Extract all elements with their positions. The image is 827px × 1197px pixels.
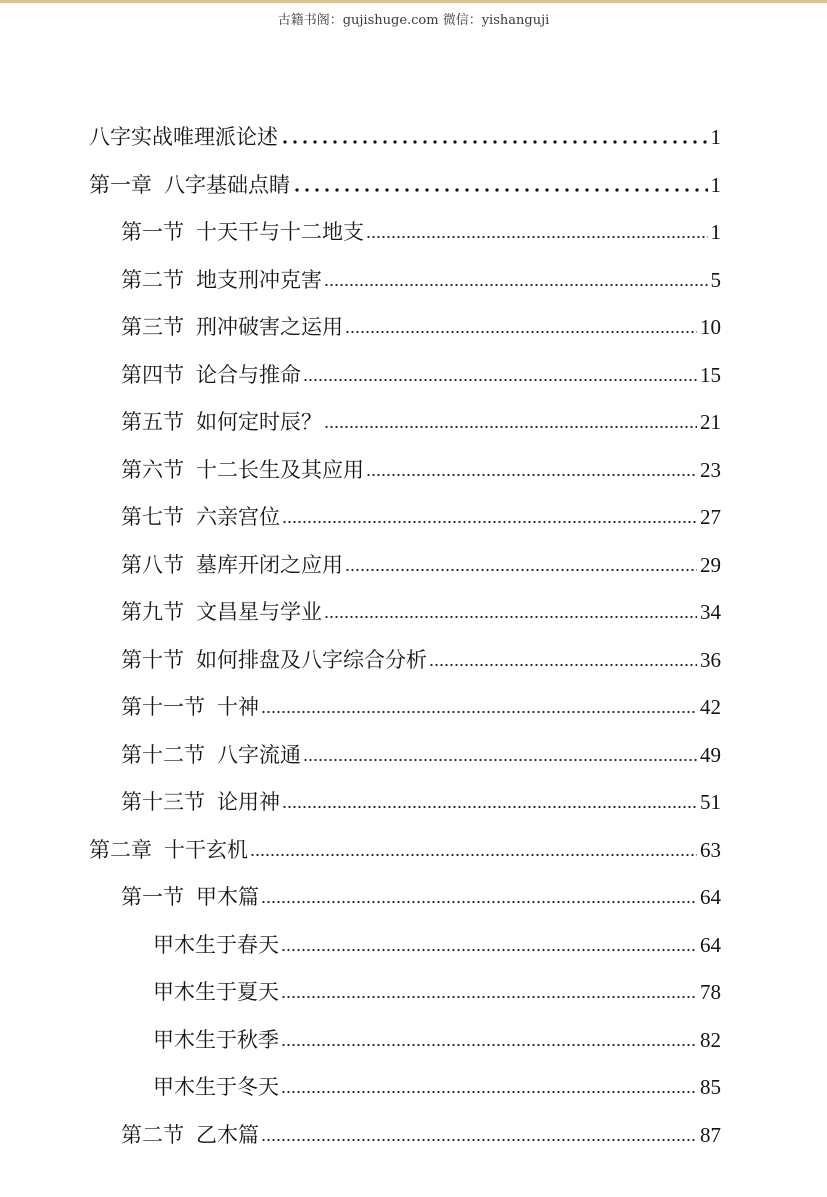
toc-entry-page-number: 51 <box>700 790 721 814</box>
toc-entry-title: 如何定时辰？ <box>196 410 322 434</box>
toc-entry-title: 刑冲破害之运用 <box>196 315 343 339</box>
toc-entry-number: 第四节 <box>121 363 184 387</box>
dot-leader <box>324 614 697 620</box>
toc-entry-page-number: 1 <box>710 125 721 149</box>
toc-entry-title: 十神 <box>217 695 259 719</box>
toc-entry-title: 八字实战唯理派论述 <box>89 125 278 149</box>
toc-entry-number: 第一章 <box>89 173 152 197</box>
toc-entry-page-number: 27 <box>700 505 721 529</box>
toc-entry-number: 第八节 <box>121 553 184 577</box>
toc-entry-title: 文昌星与学业 <box>196 600 322 624</box>
toc-entry-number: 第一节 <box>121 220 184 244</box>
toc-entry-title: 甲木生于冬天 <box>153 1075 279 1099</box>
toc-entry-page-number: 49 <box>700 743 721 767</box>
dot-leader <box>282 519 697 525</box>
dot-leader <box>250 852 697 858</box>
toc-entry-page-number: 15 <box>700 363 721 387</box>
toc-entry-page-number: 23 <box>700 458 721 482</box>
toc-entry-number: 第九节 <box>121 600 184 624</box>
toc-entry-page-number: 21 <box>700 410 721 434</box>
toc-entry[interactable] <box>121 787 721 817</box>
dot-leader <box>282 804 697 810</box>
toc-entry-page-number: 5 <box>710 268 721 292</box>
toc-entry-title: 十天干与十二地支 <box>196 220 364 244</box>
dot-leader <box>281 994 697 1000</box>
dot-leader <box>261 709 697 715</box>
toc-entry-title: 墓库开闭之应用 <box>196 553 343 577</box>
dot-leader <box>281 947 697 953</box>
toc-entry[interactable] <box>121 312 721 342</box>
toc-entry[interactable] <box>121 360 721 390</box>
toc-entry[interactable] <box>121 692 721 722</box>
toc-entry[interactable] <box>121 455 721 485</box>
dot-leader <box>366 472 697 478</box>
toc-entry-number: 第一节 <box>121 885 184 909</box>
toc-entry[interactable] <box>89 835 721 865</box>
toc-entry[interactable] <box>121 645 721 675</box>
toc-entry-number: 第二节 <box>121 1123 184 1147</box>
toc-entry-page-number: 36 <box>700 648 721 672</box>
toc-entry[interactable] <box>121 1120 721 1150</box>
toc-entry-number: 第二节 <box>121 268 184 292</box>
toc-entry[interactable] <box>89 170 721 200</box>
toc-entry-page-number: 42 <box>700 695 721 719</box>
toc-entry-title: 论合与推命 <box>196 363 301 387</box>
toc-entry[interactable] <box>153 977 721 1007</box>
toc-entry-page-number: 63 <box>700 838 721 862</box>
toc-entry[interactable] <box>121 597 721 627</box>
toc-entry-title: 甲木生于夏天 <box>153 980 279 1004</box>
toc-entry[interactable] <box>121 550 721 580</box>
dot-leader <box>345 567 697 573</box>
dot-leader <box>281 1042 697 1048</box>
toc-entry-title: 论用神 <box>217 790 280 814</box>
dot-leader <box>261 1137 697 1143</box>
toc-entry-title: 如何排盘及八字综合分析 <box>196 648 427 672</box>
dot-leader <box>292 187 708 193</box>
dot-leader <box>281 1089 697 1095</box>
dot-leader <box>324 282 708 288</box>
toc-entry-number: 第十节 <box>121 648 184 672</box>
toc-entry-page-number: 78 <box>700 980 721 1004</box>
dot-leader <box>303 757 697 763</box>
toc-entry[interactable] <box>153 1072 721 1102</box>
toc-entry-title: 十二长生及其应用 <box>196 458 364 482</box>
toc-entry-title: 乙木篇 <box>196 1123 259 1147</box>
dot-leader <box>345 329 697 335</box>
toc-entry-page-number: 64 <box>700 933 721 957</box>
dot-leader <box>429 662 697 668</box>
dot-leader <box>261 899 697 905</box>
toc-entry[interactable] <box>121 407 721 437</box>
dot-leader <box>280 139 708 145</box>
toc-entry-title: 六亲宫位 <box>196 505 280 529</box>
toc-entry-number: 第六节 <box>121 458 184 482</box>
toc-entry-number: 第五节 <box>121 410 184 434</box>
toc-entry[interactable] <box>121 217 721 247</box>
toc-entry-title: 地支刑冲克害 <box>196 268 322 292</box>
toc-entry-title: 甲木生于春天 <box>153 933 279 957</box>
toc-entry[interactable] <box>153 930 721 960</box>
toc-entry-title: 十干玄机 <box>164 838 248 862</box>
toc-entry-number: 第七节 <box>121 505 184 529</box>
toc-entry-title: 甲木生于秋季 <box>153 1028 279 1052</box>
dot-leader <box>303 377 697 383</box>
toc-entry[interactable] <box>89 122 721 152</box>
toc-entry[interactable] <box>121 265 721 295</box>
toc-entry-title: 八字基础点睛 <box>164 173 290 197</box>
toc-entry[interactable] <box>121 882 721 912</box>
toc-entry-number: 第十二节 <box>121 743 205 767</box>
toc-entry-page-number: 1 <box>710 220 721 244</box>
toc-entry-page-number: 82 <box>700 1028 721 1052</box>
watermark-header: 古籍书阁：gujishuge.com 微信：yishanguji <box>277 13 550 28</box>
toc-entry-title: 甲木篇 <box>196 885 259 909</box>
toc-entry-page-number: 1 <box>710 173 721 197</box>
toc-entry[interactable] <box>121 502 721 532</box>
dot-leader <box>366 234 708 240</box>
toc-entry-title: 八字流通 <box>217 743 301 767</box>
toc-entry-number: 第三节 <box>121 315 184 339</box>
toc-entry-page-number: 34 <box>700 600 721 624</box>
toc-entry-page-number: 29 <box>700 553 721 577</box>
toc-entry-page-number: 87 <box>700 1123 721 1147</box>
toc-entry-number: 第二章 <box>89 838 152 862</box>
toc-entry-page-number: 64 <box>700 885 721 909</box>
toc-entry-number: 第十三节 <box>121 790 205 814</box>
toc-entry[interactable] <box>121 740 721 770</box>
toc-entry[interactable] <box>153 1025 721 1055</box>
toc-entry-number: 第十一节 <box>121 695 205 719</box>
toc-entry-page-number: 85 <box>700 1075 721 1099</box>
dot-leader <box>324 424 697 430</box>
toc-entry-page-number: 10 <box>700 315 721 339</box>
